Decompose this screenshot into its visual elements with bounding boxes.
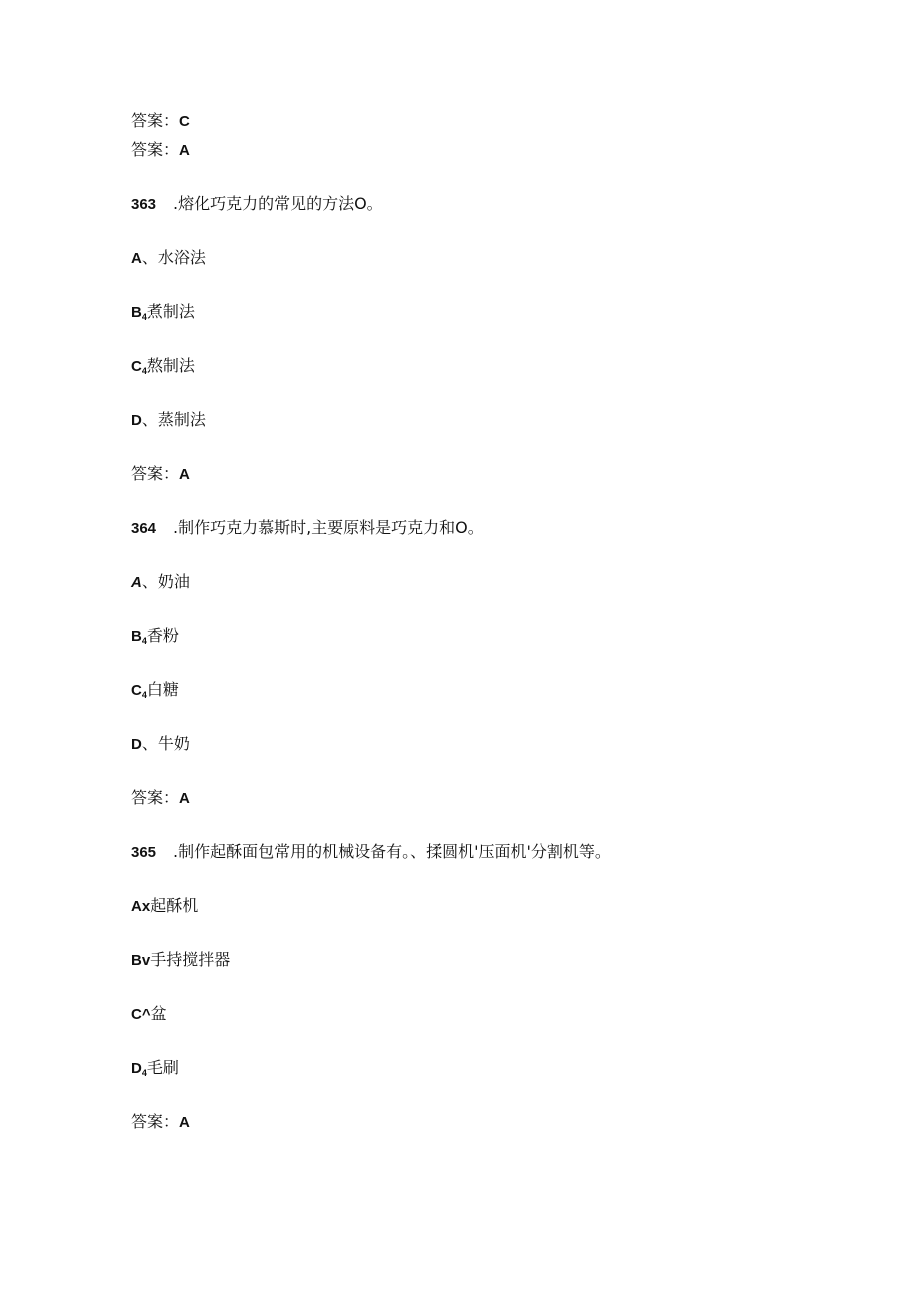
question-stem (131, 194, 383, 215)
question-number: 364 (131, 520, 157, 537)
option-b (131, 626, 179, 651)
answer-value: A (179, 466, 190, 483)
option-separator: 、 (141, 572, 158, 591)
option-subscript: 4 (141, 690, 147, 700)
option-letter: C^ (131, 1006, 151, 1023)
option-a (131, 896, 198, 917)
option-text: 手持搅拌器 (150, 950, 231, 969)
option-a (131, 572, 190, 593)
option-c (131, 680, 179, 705)
option-separator: 、 (141, 734, 158, 753)
option-letter: Bv (131, 952, 151, 969)
question-text: .熔化巧克力的常见的方法O。 (173, 194, 383, 213)
option-letter: A (131, 574, 142, 591)
question-number: 365 (131, 844, 157, 861)
answer-label: 答案： (131, 788, 180, 807)
option-text: 白糖 (146, 680, 179, 699)
option-separator: 、 (141, 410, 158, 429)
answer-value: C (179, 113, 190, 130)
option-letter: D (131, 412, 142, 429)
option-subscript: 4 (141, 366, 147, 376)
question-text: .制作起酥面包常用的机械设备有。、揉圆机'压面机'分割机等。 (173, 842, 611, 861)
option-letter: C (131, 682, 142, 699)
option-text: 水浴法 (157, 248, 206, 267)
option-letter: D (131, 1060, 142, 1077)
question-stem (131, 842, 611, 863)
option-subscript: 4 (141, 1068, 147, 1078)
option-b (131, 302, 195, 327)
option-letter: D (131, 736, 142, 753)
option-subscript: 4 (141, 636, 147, 646)
option-text: 盆 (150, 1004, 167, 1023)
answer-value: A (179, 142, 190, 159)
option-text: 香粉 (146, 626, 179, 645)
answer-label: 答案： (131, 140, 180, 159)
answer-line (131, 464, 190, 485)
option-letter: C (131, 358, 142, 375)
answer-line (131, 111, 190, 132)
question-text: .制作巧克力慕斯时,主要原料是巧克力和O。 (173, 518, 484, 537)
answer-line (131, 788, 190, 809)
option-text: 熬制法 (146, 356, 195, 375)
option-text: 奶油 (157, 572, 190, 591)
option-d (131, 734, 190, 755)
answer-label: 答案： (131, 1112, 180, 1131)
answer-value: A (179, 790, 190, 807)
option-a (131, 248, 206, 269)
option-text: 煮制法 (146, 302, 195, 321)
option-c (131, 1004, 167, 1025)
answer-line (131, 140, 190, 161)
option-text: 蒸制法 (157, 410, 206, 429)
answer-value: A (179, 1114, 190, 1131)
option-letter: Ax (131, 898, 151, 915)
answer-line (131, 1112, 190, 1133)
option-text: 毛刷 (146, 1058, 179, 1077)
option-c (131, 356, 195, 381)
option-d (131, 1058, 179, 1083)
option-subscript: 4 (141, 312, 147, 322)
option-d (131, 410, 206, 431)
question-number: 363 (131, 196, 157, 213)
option-separator: 、 (141, 248, 158, 267)
option-letter: A (131, 250, 142, 267)
answer-label: 答案： (131, 111, 180, 130)
option-text: 牛奶 (157, 734, 190, 753)
option-letter: B (131, 304, 142, 321)
option-letter: B (131, 628, 142, 645)
option-text: 起酥机 (150, 896, 199, 915)
question-stem (131, 518, 484, 539)
option-b (131, 950, 230, 971)
answer-label: 答案： (131, 464, 180, 483)
